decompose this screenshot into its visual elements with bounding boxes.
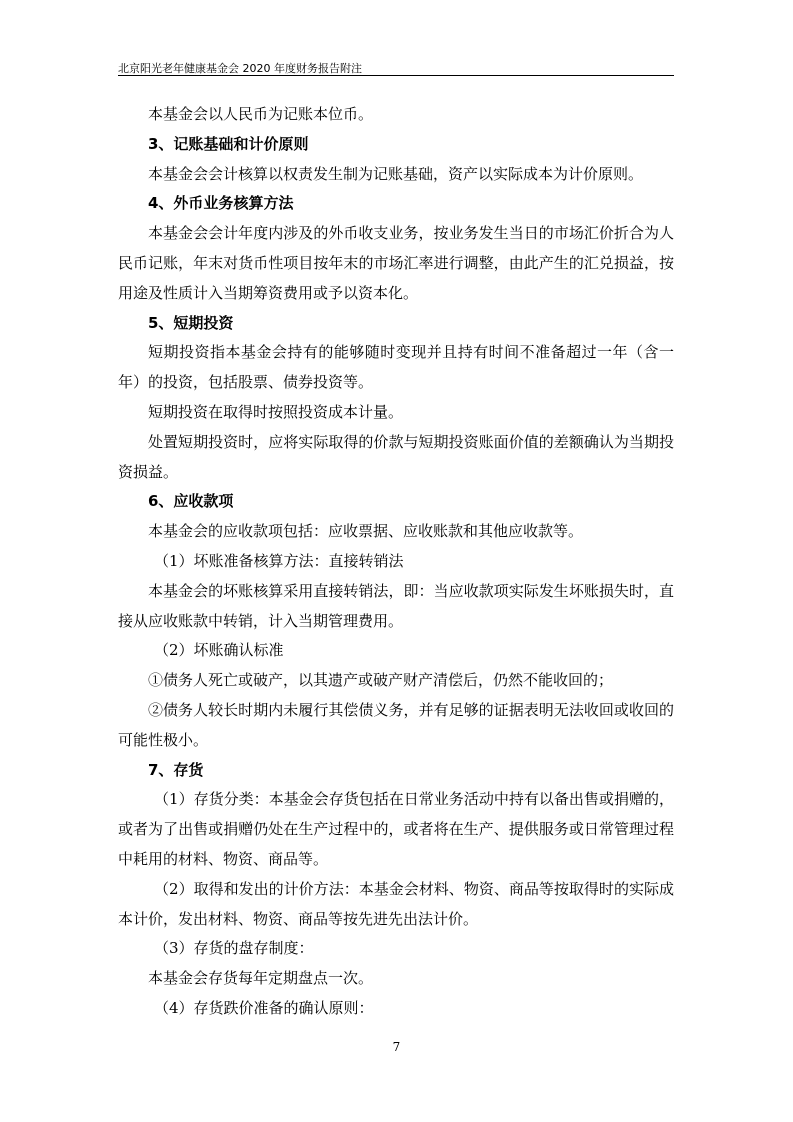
body-paragraph: 短期投资指本基金会持有的能够随时变现并且持有时间不准备超过一年（含一年）的投资，包括股票、债券投资等。	[118, 343, 674, 392]
subsection-paragraph: （4）存货跌价准备的确认原则：	[154, 998, 374, 1017]
body-paragraph: 本基金会以人民币为记账本位币。	[148, 105, 374, 123]
section-heading: 7、存货	[148, 760, 204, 779]
section-heading: 5、短期投资	[148, 313, 234, 332]
page-footer	[0, 1040, 793, 1054]
body-paragraph: 短期投资在取得时按照投资成本计量。	[148, 402, 404, 421]
body-paragraph: 本基金会会计核算以权责发生制为记账基础，资产以实际成本为计价原则。	[148, 164, 644, 183]
section-heading: 4、外币业务核算方法	[148, 194, 294, 213]
body-paragraph: 处置短期投资时，应将实际取得的价款与短期投资账面价值的差额确认为当期投资损益。	[118, 432, 674, 481]
body-paragraph: 本基金会存货每年定期盘点一次。	[148, 969, 374, 988]
section-heading: 6、应收款项	[148, 492, 234, 511]
section-heading: 3、记账基础和计价原则	[148, 134, 309, 153]
body-paragraph: 本基金会的应收款项包括：应收票据、应收账款和其他应收款等。	[148, 522, 584, 541]
page-number: 7	[392, 1040, 401, 1054]
body-paragraph: 本基金会的坏账核算采用直接转销法，即：当应收款项实际发生坏账损失时，直接从应收账款中转销，计入当期管理费用。	[118, 581, 674, 630]
header-divider	[118, 75, 674, 76]
page-header	[118, 60, 674, 76]
body-paragraph: ①债务人死亡或破产，以其遗产或破产财产清偿后，仍然不能收回的；	[148, 671, 614, 690]
subsection-paragraph: （3）存货的盘存制度：	[154, 939, 314, 958]
subsection-paragraph: （1）坏账准备核算方法：直接转销法	[154, 551, 404, 570]
subsection-paragraph: （2）坏账确认标准	[154, 641, 284, 660]
body-paragraph: ②债务人较长时期内未履行其偿债义务，并有足够的证据表明无法收回或收回的可能性极小。	[118, 700, 674, 749]
subsection-paragraph: （1）存货分类：本基金会存货包括在日常业务活动中持有以备出售或捐赠的，或者为了出售或捐赠仍处在生产过程中的，或者将在生产、提供服务或日常管理过程中耗用的材料、物资、商品等。	[118, 790, 674, 868]
header-title: 北京阳光老年健康基金会 2020 年度财务报告附注	[118, 62, 362, 75]
document-body	[118, 100, 674, 1024]
body-paragraph: 本基金会会计年度内涉及的外币收支业务，按业务发生当日的市场汇价折合为人民币记账，年末对货币性项目按年末的市场汇率进行调整，由此产生的汇兑损益，按用途及性质计入当期筹资费用或予以资本化。	[118, 224, 674, 302]
subsection-paragraph: （2）取得和发出的计价方法：本基金会材料、物资、商品等按取得时的实际成本计价，发出材料、物资、商品等按先进先出法计价。	[118, 879, 674, 928]
